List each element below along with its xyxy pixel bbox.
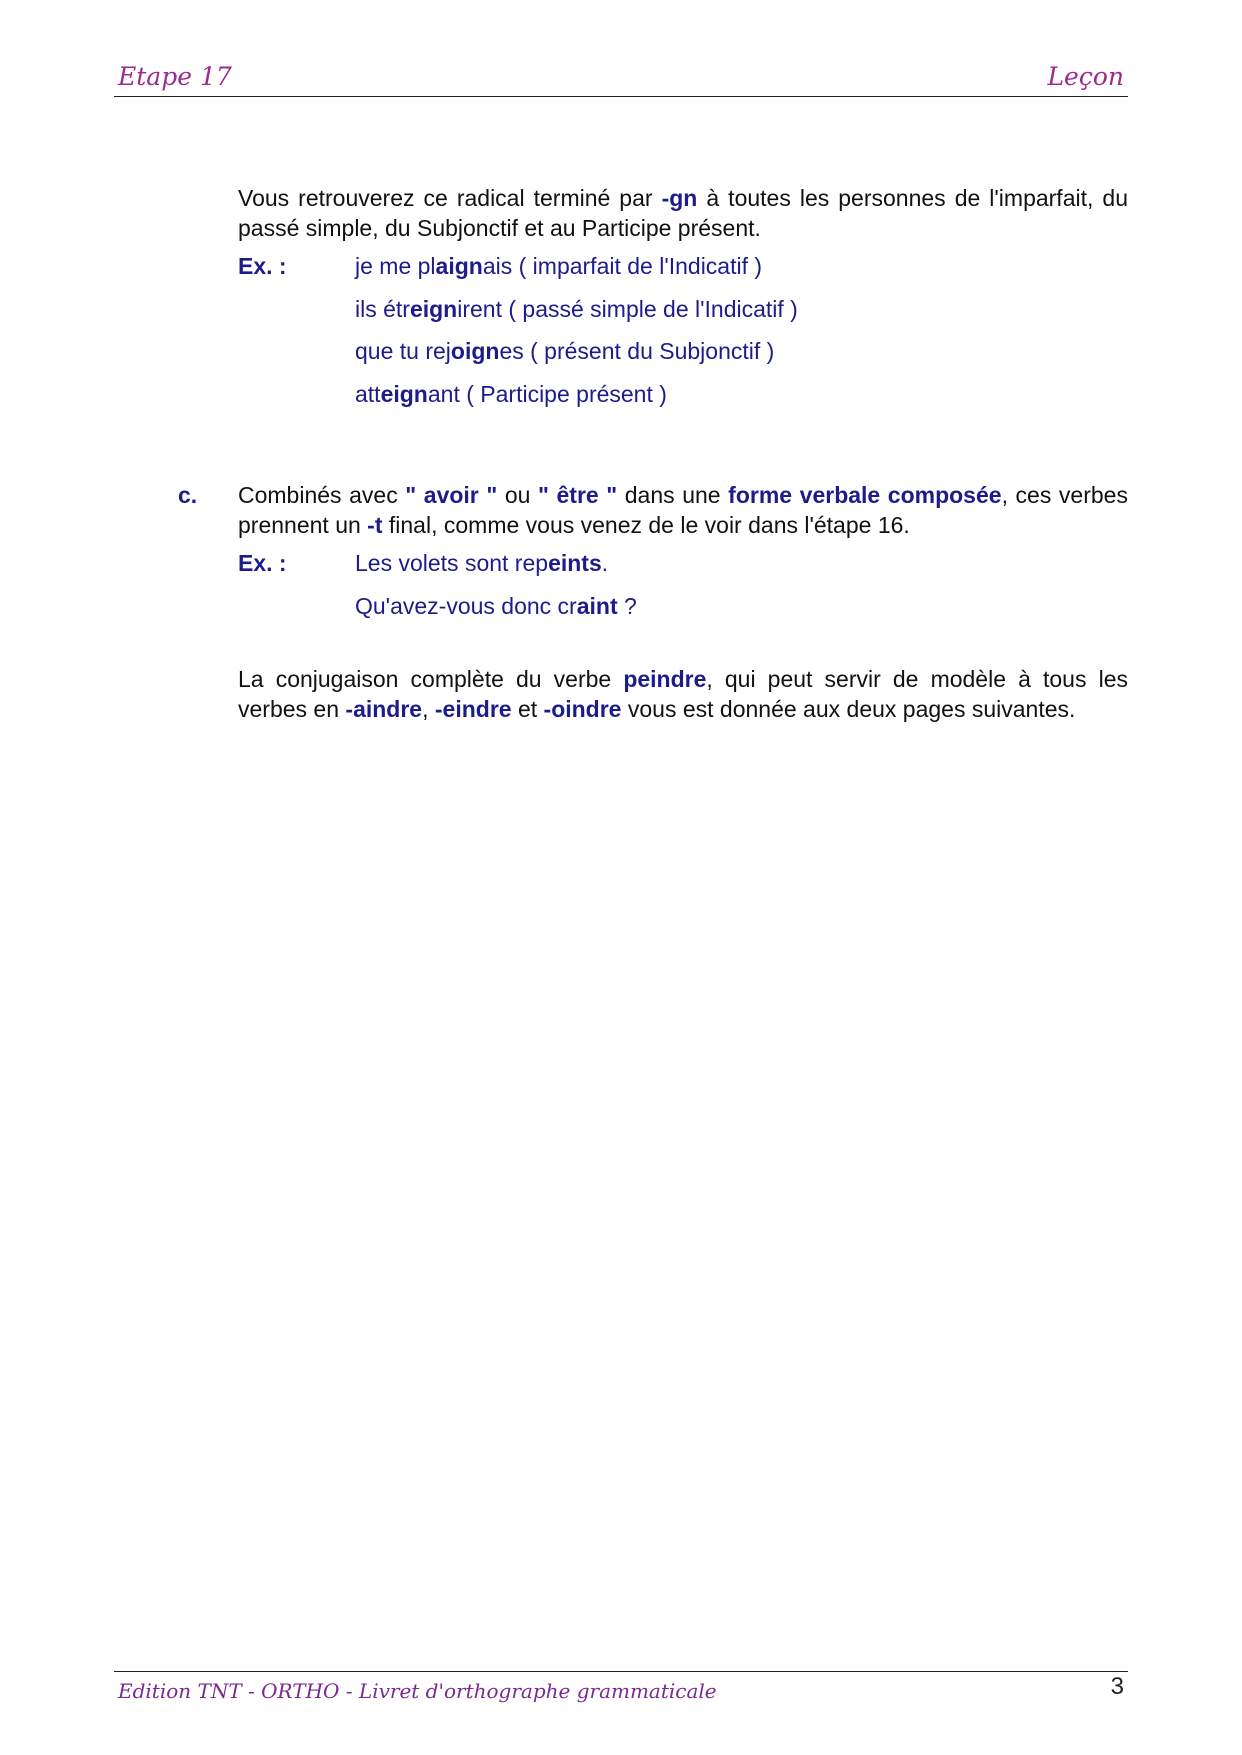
text-run: ils étr (355, 296, 410, 322)
text-run: irent ( passé simple de l'Indicatif ) (457, 296, 798, 322)
example-line (355, 294, 798, 324)
text-run: Vous retrouverez ce radical terminé par (238, 185, 662, 211)
text-run: Les volets sont rep (355, 550, 549, 576)
bold-ending: aint (576, 593, 618, 619)
page-number: 3 (1110, 1673, 1124, 1700)
text-run: . (601, 550, 609, 576)
text-run: , (422, 696, 435, 722)
bold-ending: -oindre (543, 696, 622, 722)
bold-term: peindre (623, 666, 707, 692)
text-run: La conjugaison complète du verbe (238, 666, 624, 692)
bold-ending: -t (367, 512, 383, 538)
text-run: Combinés avec (238, 482, 406, 508)
bold-term: " avoir " (405, 482, 498, 508)
list-marker-c: c. (178, 482, 198, 508)
example-line (355, 379, 667, 409)
footer-rule (114, 1671, 1128, 1672)
text-run: , ces verbes prennent un (238, 482, 1128, 538)
text-run: ais ( imparfait de l'Indicatif ) (482, 253, 763, 279)
text-run: à toutes les personnes de l'imparfait, du passé simple, du Subjonctif et au Participe présent. (238, 185, 1128, 241)
text-run: es ( présent du Subjonctif ) (499, 338, 775, 364)
text-run: att (355, 381, 381, 407)
paragraph-compound-forms (238, 480, 1128, 540)
text-run: vous est donnée aux deux pages suivantes. (621, 696, 1076, 722)
text-run: ? (617, 593, 637, 619)
paragraph-conjugation-note (238, 664, 1128, 724)
bold-radical: aign (435, 253, 483, 279)
bold-term: forme verbale composée (728, 482, 1002, 508)
bold-term: " être " (538, 482, 618, 508)
text-run: final, comme vous venez de le voir dans l'étape 16. (382, 512, 910, 538)
bold-ending: -aindre (345, 696, 423, 722)
header-step-title: Etape 17 (118, 62, 232, 91)
text-run: dans une (617, 482, 729, 508)
bold-radical: eign (409, 296, 458, 322)
text-run: Qu'avez-vous donc cr (355, 593, 577, 619)
footer-title: Edition TNT - ORTHO - Livret d'orthographe grammaticale (118, 1679, 717, 1703)
header-rule (114, 96, 1128, 97)
text-run: et (511, 696, 544, 722)
bold-ending: eints (548, 550, 602, 576)
example-line (355, 591, 637, 621)
bold-radical: eign (380, 381, 428, 407)
bold-radical: oign (450, 338, 500, 364)
text-run: que tu rej (355, 338, 451, 364)
bold-ending: -eindre (434, 696, 512, 722)
text-run: ant ( Participe présent ) (427, 381, 667, 407)
example-label: Ex. : (238, 253, 287, 279)
paragraph-radical-gn (238, 183, 1128, 243)
text-run: je me pl (355, 253, 436, 279)
example-line (355, 548, 608, 578)
header-section-title: Leçon (1047, 62, 1124, 91)
example-label: Ex. : (238, 550, 287, 576)
text-run: ou (497, 482, 538, 508)
example-line (355, 336, 774, 366)
text-run: , qui peut servir de modèle à tous les verbes en (238, 666, 1128, 722)
bold-ending: -gn (661, 185, 698, 211)
example-line (355, 251, 762, 281)
